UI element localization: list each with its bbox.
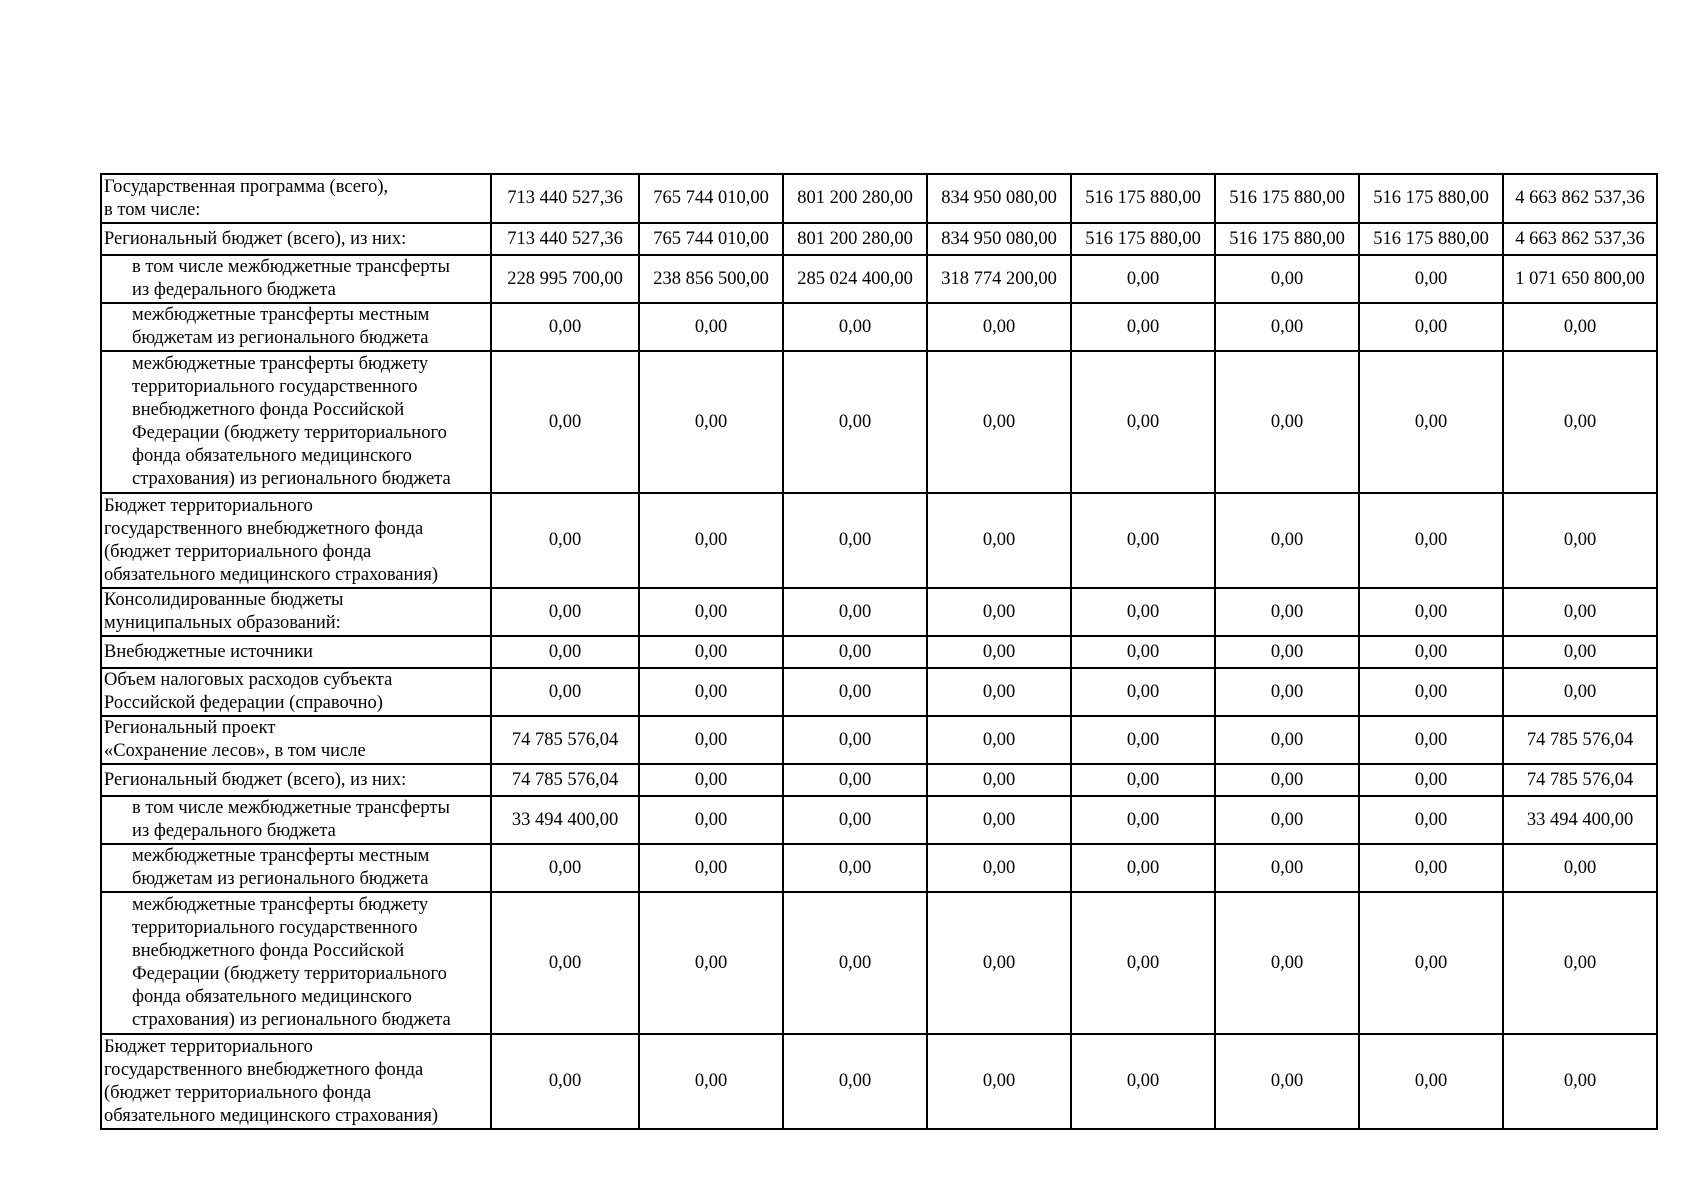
value-cell: 765 744 010,00	[639, 174, 783, 223]
value-cell: 0,00	[783, 764, 927, 796]
value-cell: 0,00	[927, 668, 1071, 716]
value-cell: 516 175 880,00	[1359, 223, 1503, 255]
table-row	[101, 636, 1657, 668]
row-label: Консолидированные бюджеты муниципальных образований:	[104, 590, 344, 633]
value-cell: 0,00	[1359, 303, 1503, 351]
value-cell: 0,00	[1215, 255, 1359, 303]
value-cell: 765 744 010,00	[639, 223, 783, 255]
row-label: Региональный проект «Сохранение лесов», в том числе	[104, 718, 366, 761]
value-cell: 0,00	[1359, 892, 1503, 1034]
row-label: Бюджет территориального государственного внебюджетного фонда (бюджет территориального фонда обязательного медицинского страхования)	[104, 495, 439, 585]
table-row	[101, 1034, 1657, 1129]
value-cell: 0,00	[783, 588, 927, 636]
value-cell: 238 856 500,00	[639, 255, 783, 303]
value-cell: 0,00	[1071, 493, 1215, 588]
value-cell: 0,00	[491, 1034, 639, 1129]
row-label-cell	[101, 588, 491, 636]
value-cell: 74 785 576,04	[1503, 764, 1657, 796]
value-cell: 0,00	[491, 588, 639, 636]
value-cell: 0,00	[783, 796, 927, 844]
table-row	[101, 588, 1657, 636]
value-cell: 33 494 400,00	[491, 796, 639, 844]
value-cell: 0,00	[1215, 493, 1359, 588]
value-cell: 0,00	[1359, 844, 1503, 892]
value-cell: 713 440 527,36	[491, 223, 639, 255]
value-cell: 0,00	[1215, 636, 1359, 668]
table-row	[101, 764, 1657, 796]
value-cell: 0,00	[783, 1034, 927, 1129]
value-cell: 228 995 700,00	[491, 255, 639, 303]
value-cell: 0,00	[783, 844, 927, 892]
row-label-cell	[101, 668, 491, 716]
value-cell: 0,00	[639, 1034, 783, 1129]
row-label: Внебюджетные источники	[104, 641, 313, 662]
table-row	[101, 255, 1657, 303]
row-label-cell	[101, 636, 491, 668]
budget-table-body	[101, 174, 1657, 1129]
value-cell: 0,00	[1071, 844, 1215, 892]
value-cell: 33 494 400,00	[1503, 796, 1657, 844]
value-cell: 0,00	[1071, 1034, 1215, 1129]
value-cell: 0,00	[1503, 351, 1657, 493]
value-cell: 0,00	[927, 1034, 1071, 1129]
value-cell: 0,00	[639, 636, 783, 668]
value-cell: 0,00	[1359, 796, 1503, 844]
value-cell: 0,00	[639, 588, 783, 636]
row-label: Региональный бюджет (всего), из них:	[104, 769, 407, 790]
value-cell: 0,00	[1359, 636, 1503, 668]
row-label-cell	[101, 844, 491, 892]
value-cell: 0,00	[491, 668, 639, 716]
value-cell: 0,00	[639, 351, 783, 493]
value-cell: 0,00	[783, 351, 927, 493]
value-cell: 0,00	[1215, 588, 1359, 636]
value-cell: 0,00	[783, 303, 927, 351]
row-label: Объем налоговых расходов субъекта Российской федерации (справочно)	[104, 670, 393, 713]
value-cell: 0,00	[1071, 716, 1215, 764]
row-label-cell	[101, 493, 491, 588]
value-cell: 0,00	[1215, 668, 1359, 716]
value-cell: 0,00	[927, 588, 1071, 636]
table-row	[101, 716, 1657, 764]
value-cell: 0,00	[783, 716, 927, 764]
value-cell: 0,00	[783, 493, 927, 588]
value-cell: 0,00	[1071, 255, 1215, 303]
value-cell: 0,00	[639, 764, 783, 796]
table-row	[101, 303, 1657, 351]
row-label: межбюджетные трансферты местным бюджетам из регионального бюджета	[132, 305, 430, 348]
row-label: в том числе межбюджетные трансферты из федерального бюджета	[132, 257, 450, 300]
value-cell: 0,00	[1071, 588, 1215, 636]
value-cell: 0,00	[1071, 351, 1215, 493]
value-cell: 516 175 880,00	[1071, 174, 1215, 223]
value-cell: 0,00	[1215, 351, 1359, 493]
value-cell: 0,00	[1215, 1034, 1359, 1129]
value-cell: 0,00	[1359, 1034, 1503, 1129]
table-row	[101, 351, 1657, 493]
value-cell: 0,00	[927, 892, 1071, 1034]
row-label: Региональный бюджет (всего), из них:	[104, 228, 407, 249]
value-cell: 0,00	[639, 844, 783, 892]
value-cell: 0,00	[1215, 716, 1359, 764]
value-cell: 0,00	[1359, 764, 1503, 796]
row-label-cell	[101, 1034, 491, 1129]
budget-table	[100, 173, 1658, 1130]
table-row	[101, 796, 1657, 844]
row-label: в том числе межбюджетные трансферты из федерального бюджета	[132, 798, 450, 841]
value-cell: 0,00	[1215, 892, 1359, 1034]
value-cell: 0,00	[491, 351, 639, 493]
value-cell: 801 200 280,00	[783, 174, 927, 223]
value-cell: 0,00	[1071, 636, 1215, 668]
value-cell: 0,00	[783, 892, 927, 1034]
value-cell: 0,00	[639, 668, 783, 716]
value-cell: 0,00	[639, 716, 783, 764]
row-label-cell	[101, 174, 491, 223]
row-label-cell	[101, 796, 491, 844]
value-cell: 4 663 862 537,36	[1503, 223, 1657, 255]
row-label-cell	[101, 716, 491, 764]
table-row	[101, 223, 1657, 255]
value-cell: 0,00	[927, 796, 1071, 844]
value-cell: 0,00	[1503, 1034, 1657, 1129]
value-cell: 0,00	[927, 636, 1071, 668]
value-cell: 0,00	[1071, 892, 1215, 1034]
value-cell: 0,00	[1215, 844, 1359, 892]
value-cell: 0,00	[491, 636, 639, 668]
row-label-cell	[101, 303, 491, 351]
value-cell: 0,00	[1359, 716, 1503, 764]
value-cell: 516 175 880,00	[1359, 174, 1503, 223]
value-cell: 0,00	[1071, 668, 1215, 716]
value-cell: 285 024 400,00	[783, 255, 927, 303]
value-cell: 0,00	[1359, 588, 1503, 636]
value-cell: 0,00	[1359, 668, 1503, 716]
row-label: Бюджет территориального государственного внебюджетного фонда (бюджет территориального фонда обязательного медицинского страхования)	[104, 1036, 439, 1126]
row-label: межбюджетные трансферты бюджету территориального государственного внебюджетного фонда Российской Федерации (бюджету территориального фонда обязательного медицинского страхования) из регионального бюджета	[132, 895, 451, 1030]
row-label-cell	[101, 892, 491, 1034]
value-cell: 0,00	[639, 303, 783, 351]
value-cell: 74 785 576,04	[491, 764, 639, 796]
row-label-cell	[101, 223, 491, 255]
value-cell: 834 950 080,00	[927, 223, 1071, 255]
value-cell: 0,00	[639, 796, 783, 844]
value-cell: 0,00	[639, 493, 783, 588]
table-row	[101, 668, 1657, 716]
value-cell: 0,00	[1359, 493, 1503, 588]
value-cell: 0,00	[1071, 303, 1215, 351]
value-cell: 0,00	[1071, 764, 1215, 796]
value-cell: 0,00	[1359, 351, 1503, 493]
value-cell: 801 200 280,00	[783, 223, 927, 255]
row-label: межбюджетные трансферты местным бюджетам из регионального бюджета	[132, 846, 430, 889]
value-cell: 834 950 080,00	[927, 174, 1071, 223]
value-cell: 516 175 880,00	[1071, 223, 1215, 255]
value-cell: 4 663 862 537,36	[1503, 174, 1657, 223]
value-cell: 713 440 527,36	[491, 174, 639, 223]
value-cell: 0,00	[927, 764, 1071, 796]
value-cell: 0,00	[1503, 303, 1657, 351]
value-cell: 0,00	[491, 493, 639, 588]
value-cell: 0,00	[1503, 892, 1657, 1034]
value-cell: 0,00	[1503, 844, 1657, 892]
value-cell: 0,00	[1503, 588, 1657, 636]
value-cell: 0,00	[1215, 303, 1359, 351]
value-cell: 516 175 880,00	[1215, 174, 1359, 223]
table-row	[101, 892, 1657, 1034]
value-cell: 0,00	[927, 844, 1071, 892]
value-cell: 0,00	[1215, 764, 1359, 796]
value-cell: 0,00	[491, 303, 639, 351]
value-cell: 318 774 200,00	[927, 255, 1071, 303]
value-cell: 0,00	[1215, 796, 1359, 844]
value-cell: 0,00	[1503, 636, 1657, 668]
value-cell: 74 785 576,04	[491, 716, 639, 764]
value-cell: 0,00	[927, 303, 1071, 351]
table-row	[101, 844, 1657, 892]
table-row	[101, 493, 1657, 588]
value-cell: 74 785 576,04	[1503, 716, 1657, 764]
value-cell: 516 175 880,00	[1215, 223, 1359, 255]
value-cell: 0,00	[639, 892, 783, 1034]
table-row	[101, 174, 1657, 223]
value-cell: 0,00	[783, 668, 927, 716]
row-label-cell	[101, 255, 491, 303]
value-cell: 0,00	[783, 636, 927, 668]
row-label-cell	[101, 764, 491, 796]
value-cell: 1 071 650 800,00	[1503, 255, 1657, 303]
value-cell: 0,00	[1359, 255, 1503, 303]
row-label-cell	[101, 351, 491, 493]
value-cell: 0,00	[927, 351, 1071, 493]
value-cell: 0,00	[491, 844, 639, 892]
value-cell: 0,00	[1503, 668, 1657, 716]
value-cell: 0,00	[927, 716, 1071, 764]
row-label: Государственная программа (всего), в том числе:	[104, 176, 389, 220]
value-cell: 0,00	[1071, 796, 1215, 844]
value-cell: 0,00	[1503, 493, 1657, 588]
row-label: межбюджетные трансферты бюджету территориального государственного внебюджетного фонда Российской Федерации (бюджету территориального фонда обязательного медицинского страхования) из регионального бюджета	[132, 354, 451, 489]
value-cell: 0,00	[927, 493, 1071, 588]
value-cell: 0,00	[491, 892, 639, 1034]
